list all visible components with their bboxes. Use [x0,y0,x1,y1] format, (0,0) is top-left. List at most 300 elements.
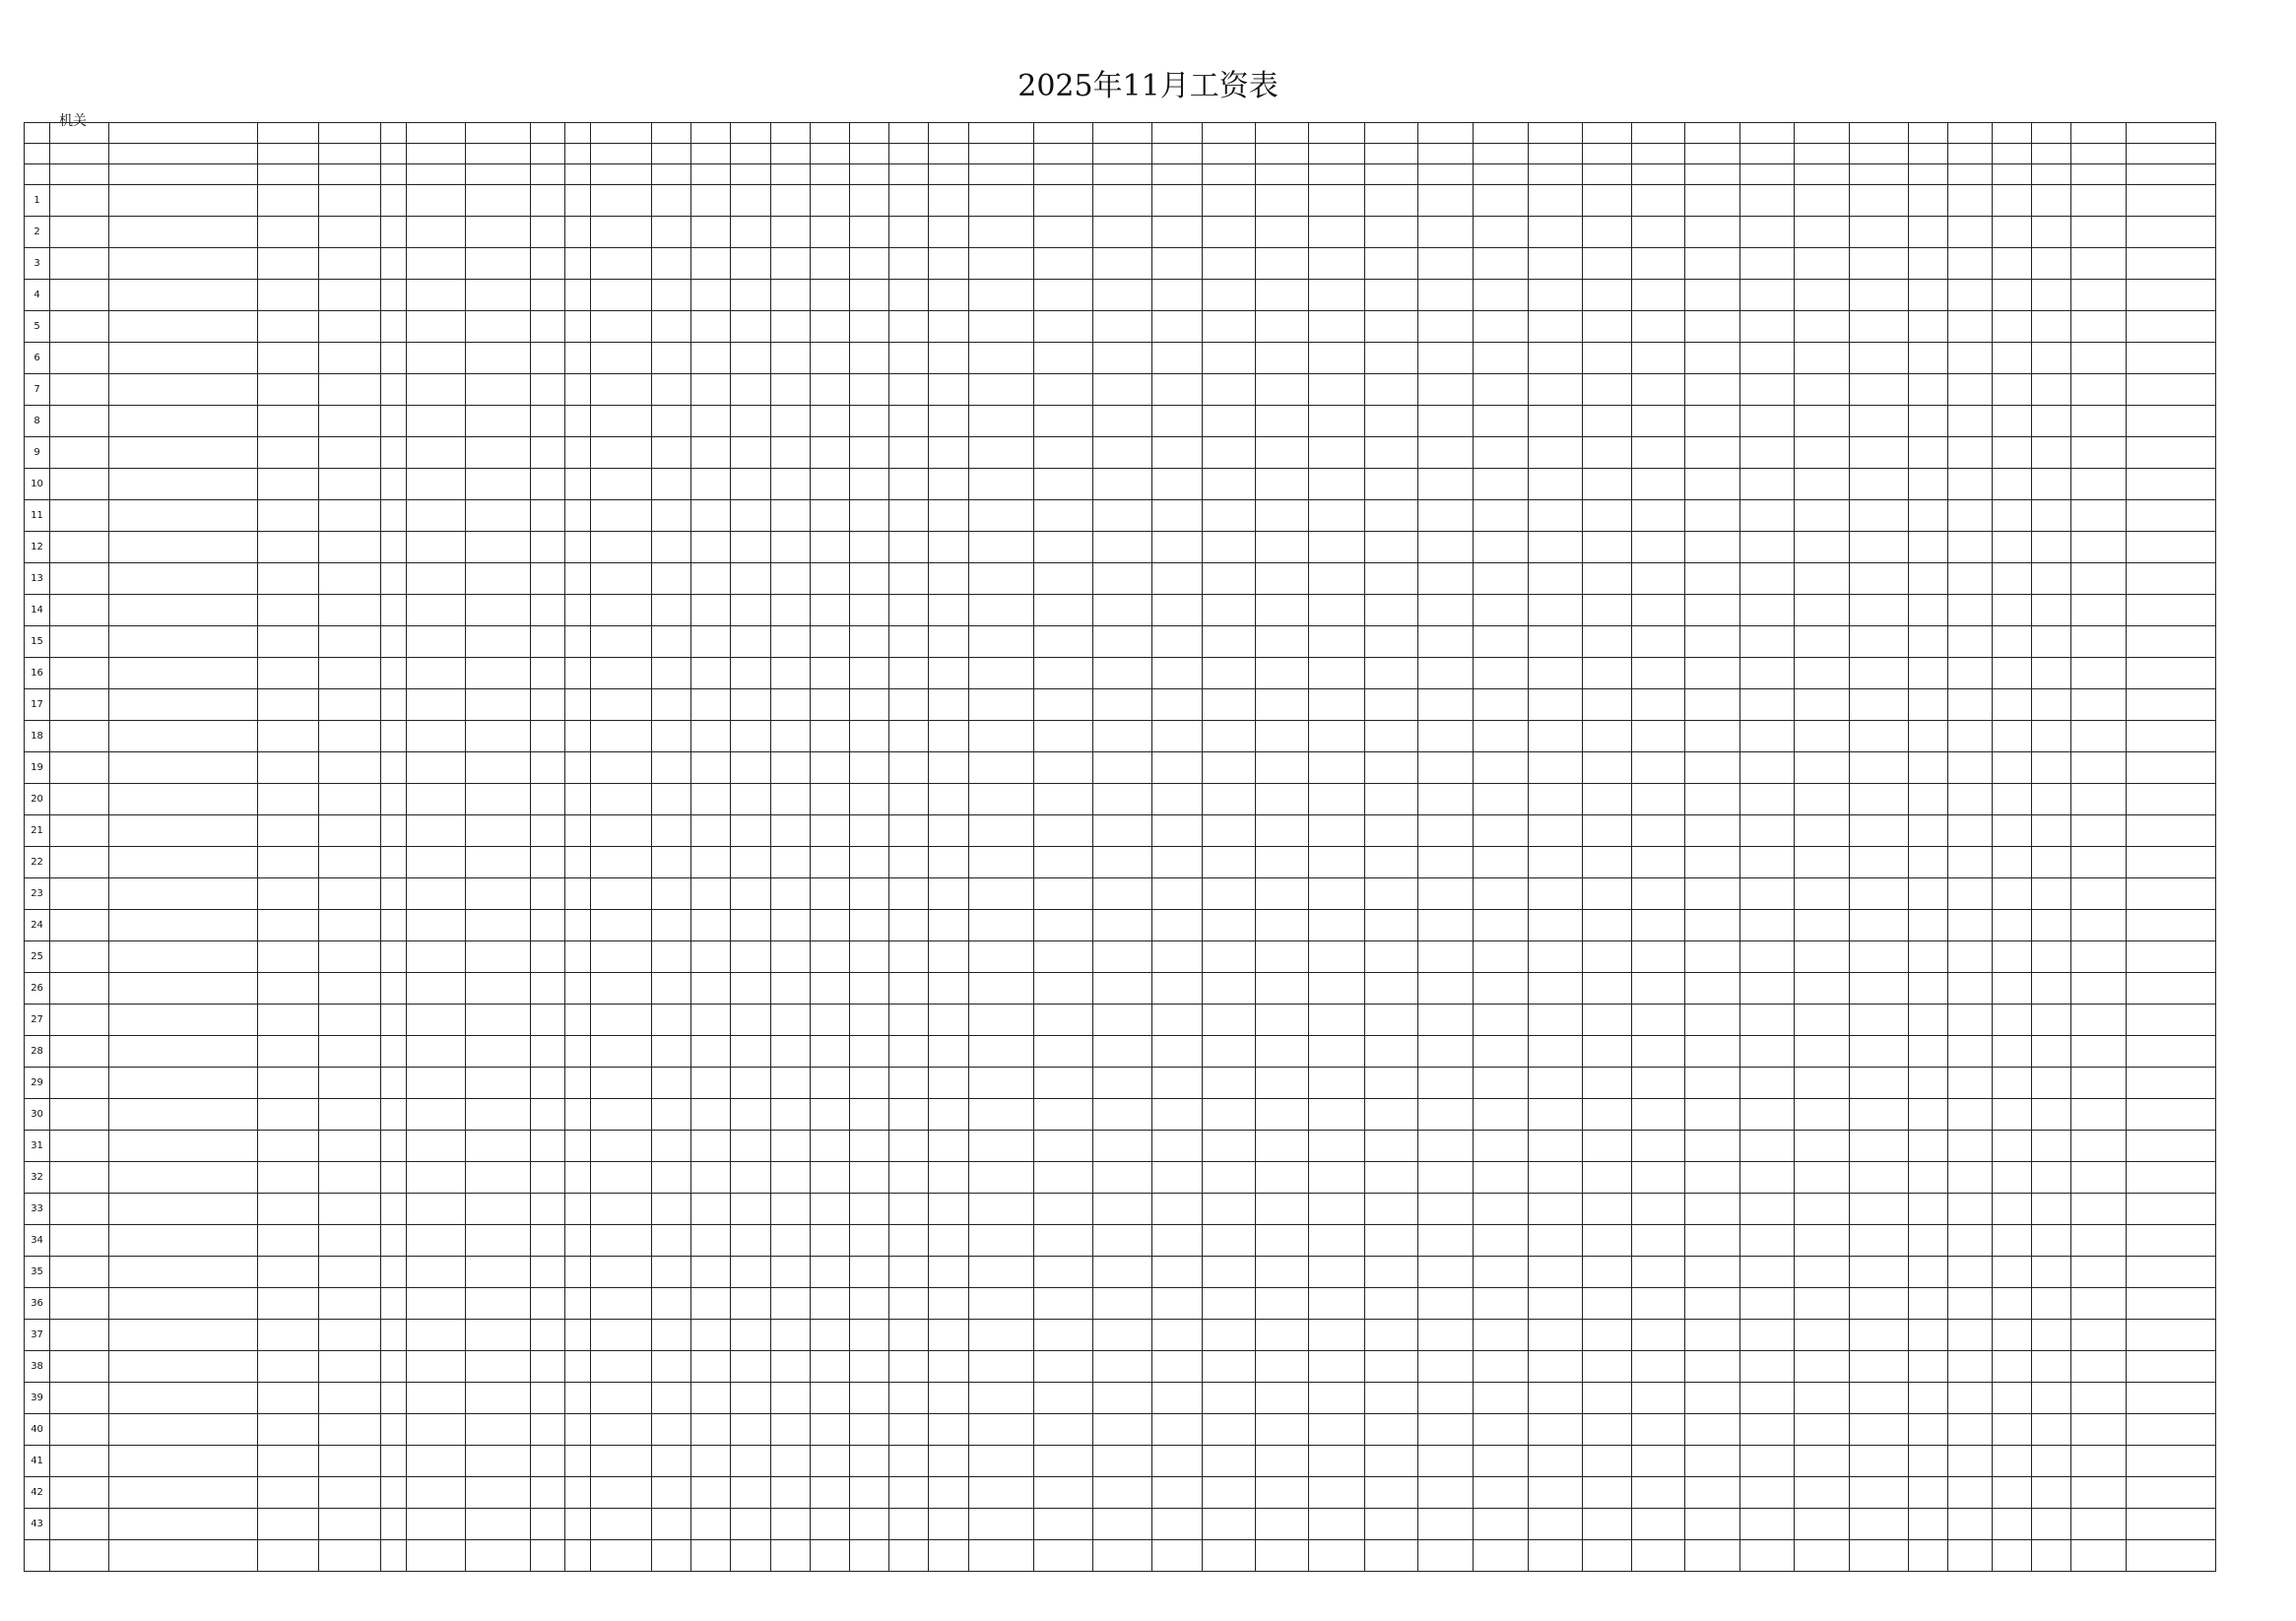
table-cell [1093,1257,1152,1288]
table-cell [1093,847,1152,878]
table-cell [691,374,731,406]
table-cell [889,1005,929,1036]
table-row [25,500,2216,532]
table-cell [1992,878,2031,910]
table-cell [1948,973,1992,1005]
table-cell [1582,658,1631,689]
table-cell [968,500,1033,532]
table-row [25,1225,2216,1257]
table-cell [1364,626,1417,658]
table-cell [319,280,380,311]
table-cell [1992,973,2031,1005]
table-cell [1582,563,1631,595]
table-cell [1474,847,1529,878]
table-cell [1309,626,1364,658]
table-cell [2127,1225,2216,1257]
table-cell [968,343,1033,374]
table-cell [1309,941,1364,973]
table-cell [1948,280,1992,311]
table-cell [380,1068,406,1099]
table-cell [1364,248,1417,280]
table-cell [1992,1383,2031,1414]
table-cell [258,217,319,248]
table-cell [109,1414,258,1446]
table-cell [258,1477,319,1509]
row-number: 16 [25,658,50,689]
table-cell [590,1099,651,1131]
table-header-row [25,164,2216,185]
table-cell [1631,689,1684,721]
table-cell [770,248,810,280]
header-cell [1740,123,1794,144]
table-cell [731,941,770,973]
table-cell [1417,311,1473,343]
table-cell [1309,437,1364,469]
total-cell [1309,1540,1364,1572]
table-row [25,784,2216,815]
table-cell [691,1225,731,1257]
table-cell [2070,248,2126,280]
table-cell [50,1036,109,1068]
total-cell [810,1540,849,1572]
table-cell [929,374,968,406]
table-cell [2127,973,2216,1005]
table-cell [691,973,731,1005]
table-cell [929,406,968,437]
table-cell [1740,973,1794,1005]
table-cell [1093,1446,1152,1477]
table-cell [1948,941,1992,973]
table-cell [810,689,849,721]
table-cell [1529,1131,1582,1162]
table-cell [1685,1446,1740,1477]
table-cell [810,1099,849,1131]
table-cell [1631,658,1684,689]
table-cell [2127,1446,2216,1477]
table-cell [1740,721,1794,752]
table-cell [2070,406,2126,437]
table-cell [1033,185,1092,217]
row-number: 18 [25,721,50,752]
table-cell [1909,311,1948,343]
table-cell [1093,1194,1152,1225]
table-cell [1685,1383,1740,1414]
table-cell [1529,217,1582,248]
table-cell [850,595,889,626]
table-cell [2127,1162,2216,1194]
table-cell [1631,1477,1684,1509]
table-cell [691,910,731,941]
table-cell [1202,784,1255,815]
table-cell [968,1036,1033,1068]
table-cell [1909,1162,1948,1194]
table-cell [1582,1477,1631,1509]
table-cell [1529,941,1582,973]
table-cell [1685,847,1740,878]
header-cell [691,144,731,164]
table-cell [319,374,380,406]
table-cell [691,1446,731,1477]
table-cell [810,721,849,752]
table-cell [1255,815,1308,847]
table-cell [406,532,465,563]
table-cell [319,1509,380,1540]
table-cell [466,311,531,343]
table-cell [466,185,531,217]
table-cell [2127,248,2216,280]
table-cell [1474,1288,1529,1320]
table-cell [1992,311,2031,343]
table-row [25,847,2216,878]
table-cell [1685,374,1740,406]
row-number: 7 [25,374,50,406]
table-cell [1685,469,1740,500]
table-row [25,1005,2216,1036]
table-cell [691,343,731,374]
total-cell [531,1540,564,1572]
table-cell [1909,878,1948,910]
table-cell [1948,815,1992,847]
table-cell [1582,910,1631,941]
table-cell [810,815,849,847]
table-cell [691,500,731,532]
table-cell [1033,343,1092,374]
table-cell [1794,658,1849,689]
table-cell [1909,1509,1948,1540]
table-cell [1582,1162,1631,1194]
table-cell [1202,1414,1255,1446]
table-cell [691,878,731,910]
table-cell [1740,1194,1794,1225]
table-cell [1794,878,1849,910]
table-cell [1255,406,1308,437]
table-cell [2070,626,2126,658]
table-cell [1417,1288,1473,1320]
header-cell [810,164,849,185]
table-cell [1582,1257,1631,1288]
table-cell [889,217,929,248]
table-cell [731,658,770,689]
table-cell [1033,1131,1092,1162]
table-cell [1417,563,1473,595]
table-cell [1364,815,1417,847]
table-cell [652,973,691,1005]
table-cell [850,311,889,343]
table-cell [770,752,810,784]
header-cell [850,144,889,164]
table-cell [652,500,691,532]
table-cell [1529,248,1582,280]
table-cell [1849,1005,1908,1036]
table-cell [1992,815,2031,847]
table-cell [1417,185,1473,217]
table-cell [258,1036,319,1068]
table-cell [1152,595,1202,626]
table-cell [889,280,929,311]
table-cell [1417,280,1473,311]
table-cell [406,1194,465,1225]
header-cell [1685,164,1740,185]
table-cell [1093,1036,1152,1068]
table-cell [1093,1162,1152,1194]
table-cell [1093,878,1152,910]
table-cell [1474,248,1529,280]
table-cell [1740,1383,1794,1414]
table-cell [319,815,380,847]
table-row [25,343,2216,374]
table-cell [1582,532,1631,563]
table-cell [929,941,968,973]
table-cell [1685,437,1740,469]
table-cell [770,910,810,941]
table-cell [2070,878,2126,910]
table-cell [770,217,810,248]
table-cell [590,1005,651,1036]
table-cell [691,1099,731,1131]
table-cell [564,1131,590,1162]
table-cell [380,910,406,941]
table-cell [1582,1414,1631,1446]
table-cell [258,1131,319,1162]
table-cell [652,658,691,689]
row-number: 39 [25,1383,50,1414]
table-cell [50,248,109,280]
table-cell [319,248,380,280]
table-cell [731,280,770,311]
table-cell [2070,941,2126,973]
table-cell [1529,343,1582,374]
table-cell [691,626,731,658]
table-cell [1364,217,1417,248]
header-cell [1909,144,1948,164]
table-cell [1474,1414,1529,1446]
table-cell [1992,1351,2031,1383]
table-cell [1255,878,1308,910]
table-cell [1152,1414,1202,1446]
table-cell [380,217,406,248]
table-cell [406,626,465,658]
table-cell [531,185,564,217]
total-cell [1740,1540,1794,1572]
table-cell [1849,1351,1908,1383]
table-cell [1740,1320,1794,1351]
table-cell [1582,752,1631,784]
table-cell [1849,1194,1908,1225]
table-cell [1202,847,1255,878]
table-cell [889,815,929,847]
table-cell [319,878,380,910]
table-cell [466,1351,531,1383]
header-cell [810,144,849,164]
table-cell [652,815,691,847]
table-cell [731,1005,770,1036]
table-cell [1794,752,1849,784]
table-cell [50,343,109,374]
table-cell [564,1005,590,1036]
table-cell [1309,910,1364,941]
table-cell [1948,406,1992,437]
table-cell [1093,311,1152,343]
table-cell [109,1477,258,1509]
table-cell [466,1194,531,1225]
table-cell [319,1131,380,1162]
table-cell [1992,689,2031,721]
table-cell [466,626,531,658]
table-cell [466,878,531,910]
table-cell [850,1320,889,1351]
table-cell [1255,1257,1308,1288]
table-cell [590,500,651,532]
header-cell [1474,123,1529,144]
table-cell [968,1225,1033,1257]
table-cell [968,1162,1033,1194]
table-cell [2127,847,2216,878]
table-cell [810,406,849,437]
row-number: 28 [25,1036,50,1068]
table-cell [531,1477,564,1509]
table-cell [1909,1257,1948,1288]
total-cell [1909,1540,1948,1572]
table-cell [1582,1225,1631,1257]
table-cell [1948,1131,1992,1162]
table-cell [319,1257,380,1288]
table-cell [810,1131,849,1162]
table-cell [406,1414,465,1446]
table-cell [1474,752,1529,784]
total-cell [1948,1540,1992,1572]
table-cell [1202,595,1255,626]
table-cell [1474,500,1529,532]
table-cell [466,847,531,878]
total-cell [466,1540,531,1572]
table-cell [590,563,651,595]
table-cell [2070,311,2126,343]
header-cell [1740,144,1794,164]
table-cell [929,847,968,878]
table-cell [731,532,770,563]
table-cell [652,469,691,500]
table-cell [929,595,968,626]
table-cell [1529,532,1582,563]
row-number: 2 [25,217,50,248]
table-cell [889,185,929,217]
table-cell [466,1477,531,1509]
table-cell [1309,185,1364,217]
table-cell [2127,1351,2216,1383]
table-cell [770,847,810,878]
total-cell [731,1540,770,1572]
table-cell [850,500,889,532]
table-cell [590,721,651,752]
table-cell [406,752,465,784]
table-cell [1474,1036,1529,1068]
table-cell [770,878,810,910]
table-cell [531,973,564,1005]
header-cell [1202,144,1255,164]
table-cell [1849,1257,1908,1288]
table-cell [1631,784,1684,815]
table-cell [850,280,889,311]
table-cell [1992,626,2031,658]
table-cell [466,1036,531,1068]
table-cell [1631,1509,1684,1540]
table-cell [50,437,109,469]
table-cell [109,910,258,941]
table-cell [1685,563,1740,595]
table-cell [1152,217,1202,248]
table-cell [1255,1162,1308,1194]
table-cell [1152,1477,1202,1509]
table-cell [1255,689,1308,721]
table-cell [1909,532,1948,563]
table-cell [1849,1414,1908,1446]
table-cell [1309,1257,1364,1288]
table-cell [1992,563,2031,595]
header-cell [1417,123,1473,144]
table-cell [691,1194,731,1225]
table-cell [1849,406,1908,437]
table-cell [2031,1257,2070,1288]
table-cell [1948,1351,1992,1383]
table-cell [109,1194,258,1225]
table-cell [770,1225,810,1257]
table-cell [810,217,849,248]
table-cell [652,1162,691,1194]
table-cell [258,374,319,406]
table-cell [731,847,770,878]
table-cell [810,1509,849,1540]
table-cell [590,784,651,815]
table-cell [652,437,691,469]
table-cell [406,784,465,815]
table-cell [1948,1162,1992,1194]
row-number: 8 [25,406,50,437]
table-cell [889,626,929,658]
table-cell [1631,1383,1684,1414]
table-cell [319,500,380,532]
header-cell [109,123,258,144]
header-cell [1740,164,1794,185]
table-cell [1909,406,1948,437]
table-cell [1033,910,1092,941]
table-cell [889,1509,929,1540]
table-cell [1685,595,1740,626]
table-cell [466,248,531,280]
table-cell [406,1509,465,1540]
table-cell [590,217,651,248]
table-cell [50,878,109,910]
table-cell [1631,1194,1684,1225]
table-cell [1631,563,1684,595]
table-cell [1417,1225,1473,1257]
table-cell [770,437,810,469]
table-cell [1364,910,1417,941]
header-cell [968,144,1033,164]
table-cell [1255,1036,1308,1068]
header-cell [2070,123,2126,144]
table-cell [968,626,1033,658]
table-cell [889,941,929,973]
header-cell [564,144,590,164]
table-cell [2070,847,2126,878]
header-cell [1202,123,1255,144]
table-cell [1152,1068,1202,1099]
table-cell [2031,815,2070,847]
table-cell [1529,1446,1582,1477]
table-cell [1417,752,1473,784]
table-cell [652,1068,691,1099]
table-cell [1033,658,1092,689]
